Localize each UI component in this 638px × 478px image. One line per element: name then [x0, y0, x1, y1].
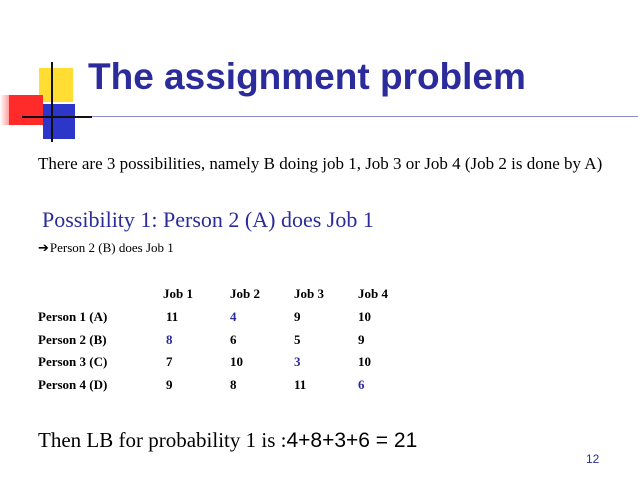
table-cell: 10: [358, 354, 371, 369]
decor-red-square: [9, 95, 43, 125]
table-cell: 10: [358, 309, 371, 324]
table-cell: 9: [294, 309, 301, 324]
table-cell: 10: [230, 354, 243, 369]
table-cell-highlight: 3: [294, 354, 301, 369]
right-arrow-icon: ➔: [38, 241, 49, 256]
table-cell: 11: [166, 309, 179, 324]
page-number: 12: [586, 452, 600, 466]
row-label-person1: Person 1 (A): [38, 309, 108, 324]
title-underline: [92, 116, 638, 117]
decor-horizontal-line: [22, 116, 92, 118]
slide-title: The assignment problem: [88, 56, 526, 97]
table-cell: 5: [294, 332, 301, 347]
possibility-heading: Possibility 1: Person 2 (A) does Job 1: [42, 207, 374, 232]
decor-vertical-line: [51, 62, 53, 142]
table-header-job4: Job 4: [358, 286, 388, 301]
row-label-person3: Person 3 (C): [38, 354, 108, 369]
table-cell: 7: [166, 354, 173, 369]
result-value: 4+8+3+6 = 21: [286, 429, 418, 452]
table-cell: 11: [294, 377, 307, 392]
table-header-job2: Job 2: [230, 286, 260, 301]
result-prefix: Then LB for probability 1 is :: [38, 428, 287, 452]
lower-bound-result: [38, 428, 417, 453]
table-cell-highlight: 8: [166, 332, 173, 347]
row-label-person2: Person 2 (B): [38, 332, 107, 347]
decor-blue-square: [43, 104, 75, 139]
table-cell: 8: [230, 377, 237, 392]
table-cell-highlight: 4: [230, 309, 237, 324]
table-cell-highlight: 6: [358, 377, 365, 392]
table-cell: 9: [358, 332, 365, 347]
table-cell: 6: [230, 332, 237, 347]
intro-paragraph: There are 3 possibilities, namely B doing job 1, Job 3 or Job 4 (Job 2 is done by A): [38, 154, 603, 173]
sub-point-text: Person 2 (B) does Job 1: [49, 240, 174, 255]
sub-point: [38, 240, 174, 256]
decor-yellow-square: [39, 68, 73, 102]
table-header-job1: Job 1: [163, 286, 193, 301]
row-label-person4: Person 4 (D): [38, 377, 108, 392]
table-header-job3: Job 3: [294, 286, 324, 301]
table-cell: 9: [166, 377, 173, 392]
